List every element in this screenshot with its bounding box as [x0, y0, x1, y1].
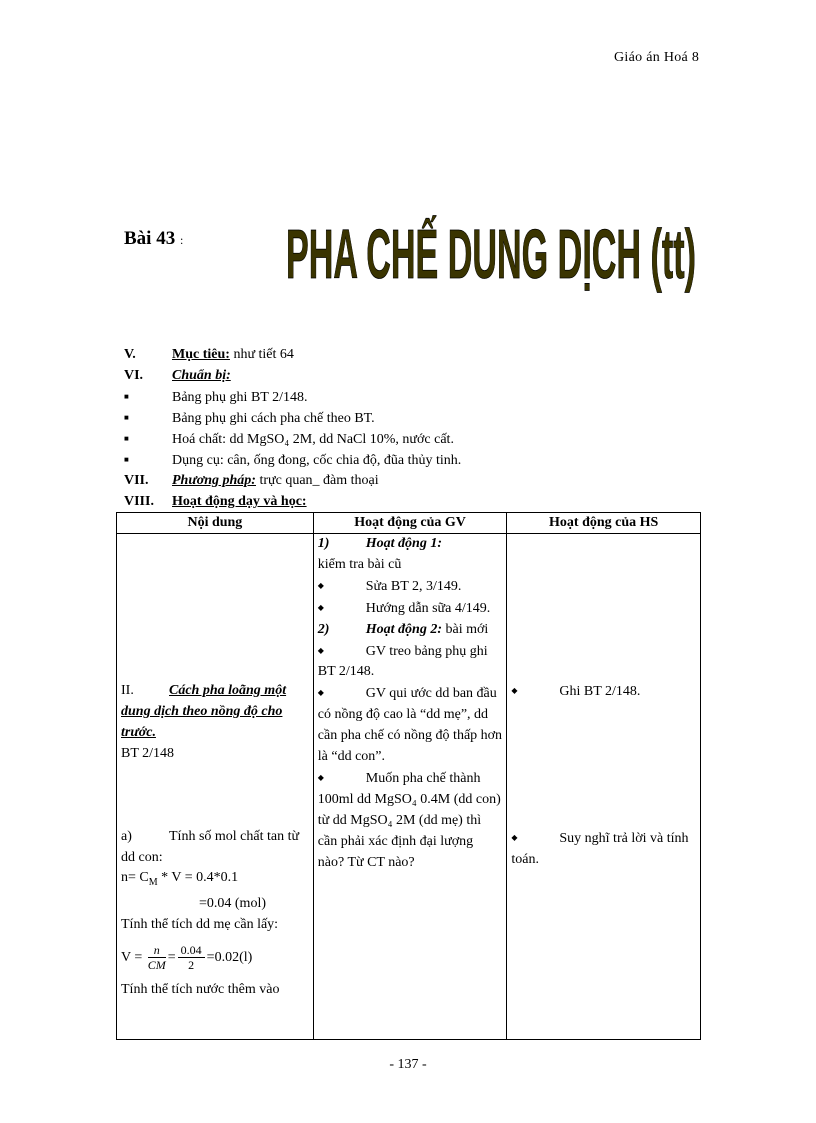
activity-1: 1) Hoạt động 1:: [317, 536, 442, 551]
hs-cell: [507, 534, 701, 1040]
table-header-row: [117, 513, 701, 534]
formula-moles-result: =0.04 (mol): [199, 896, 266, 912]
section-vii-label: Phương pháp:: [172, 473, 256, 488]
gv-cell: 1) Hoạt động 1: kiểm tra bài cũ ◆ Sửa BT 2, 3/149. ◆ Hướng dẫn sữa 4/149. 2) Hoạt động 2: bài mới ◆ GV treo bảng phụ ghi BT 2/148. ◆ GV qui ước dd ban đầu có nồng độ cao là “dd mẹ”, dd cần pha chế có nồng độ thấp hơn là “dd con”. ◆ Muốn pha chế thành 100ml dd MgSO₄ 0.4M (dd con) từ dd MgSO₄ 2M (dd mẹ) thì cần phải xác định đại lượng nào? Từ CT nào?: [313, 534, 507, 1040]
section-ii-heading: II. Cách pha loãng một dung dịch theo nồng độ cho trước.: [121, 683, 287, 740]
bullet-item: ■ Dụng cụ: cân, ống đong, cốc chia độ, đũa thủy tinh.: [124, 450, 461, 471]
volume-text: Tính thể tích dd mẹ cần lấy:: [121, 917, 279, 933]
bt-label: BT 2/148: [121, 745, 175, 761]
section-vii-text: trực quan_ đàm thoại: [255, 473, 379, 488]
step-a: a) Tính số mol chất tan từ dd con:: [121, 828, 300, 865]
section-viii-label: Hoạt động dạy và học:: [172, 494, 307, 509]
formula-volume: V = $\frac{n}{CM}$ = $\frac{0.04}{2}$ =0.02(l): [121, 943, 253, 973]
gv-bullet: ◆ Hướng dẫn sữa 4/149.: [318, 598, 503, 620]
bullet-item: ■ Bảng phụ ghi BT 2/148.: [124, 387, 307, 408]
content-cell: [117, 534, 314, 1040]
header-hs: Hoạt động của HS: [507, 513, 701, 534]
diamond-bullet-icon: ◆: [317, 580, 324, 590]
lesson-number: [124, 228, 183, 250]
hs-bullet: ◆ Suy nghĩ trả lời và tính toán.: [511, 828, 696, 871]
activity-2: 2) Hoạt động 2: bài mới: [317, 621, 489, 637]
section-v-label: Mục tiêu:: [172, 347, 230, 362]
lesson-separator: :: [179, 233, 184, 247]
diamond-bullet-icon: ◆: [511, 686, 518, 695]
header-content: Nội dung: [117, 513, 314, 534]
section-v-num: V.: [124, 347, 136, 362]
lesson-title: [286, 206, 706, 298]
section-v-text: như tiết 64: [229, 347, 294, 362]
square-bullet-icon: ■: [124, 392, 129, 401]
lesson-title-text: PHA CHẾ DUNG DỊCH (tt): [286, 215, 696, 293]
square-bullet-icon: ■: [124, 455, 129, 464]
section-viii-num: VIII.: [124, 494, 154, 509]
bullet-item: ■ Bảng phụ ghi cách pha chế theo BT.: [124, 408, 375, 429]
square-bullet-icon: ■: [124, 413, 129, 422]
bullet-item: ■ Hoá chất: dd MgSO₄ 2M, dd NaCl 10%, nước cất.: [124, 429, 454, 450]
hs-bullet: ◆ Ghi BT 2/148.: [511, 681, 696, 703]
lesson-label: Bài 43: [124, 228, 176, 249]
water-text: Tính thể tích nước thêm vào: [121, 981, 280, 997]
section-vi: [124, 366, 231, 386]
gv-bullet: ◆ Sửa BT 2, 3/149.: [318, 576, 503, 598]
fraction: $\frac{n}{CM}$: [147, 943, 166, 973]
gv-bullet: ◆ Muốn pha chế thành 100ml dd MgSO₄ 0.4M (dd con) từ dd MgSO₄ 2M (dd mẹ) thì cần phải xác định đại lượng nào? Từ CT nào?: [318, 768, 503, 874]
diamond-bullet-icon: ◆: [317, 688, 324, 698]
header-gv: Hoạt động của GV: [313, 513, 507, 534]
page-header: Giáo án Hoá 8: [614, 50, 700, 65]
diamond-bullet-icon: ◆: [317, 645, 324, 655]
section-vii: [124, 471, 379, 491]
square-bullet-icon: ■: [124, 434, 129, 443]
gv-bullet: ◆ GV qui ước dd ban đầu có nồng độ cao là “dd mẹ”, dd cần pha chế có nồng độ thấp hơn là “dd con”.: [318, 683, 503, 768]
page-number: - 137 -: [389, 1057, 427, 1072]
diamond-bullet-icon: ◆: [511, 832, 518, 842]
diamond-bullet-icon: ◆: [317, 772, 324, 782]
formula-moles: $n= C_M * V = 0.4*0.1$: [121, 870, 239, 889]
diamond-bullet-icon: ◆: [317, 602, 324, 612]
section-ii-title: Cách pha loãng một dung dịch theo nồng độ cho trước.: [121, 683, 287, 740]
activities-table: [116, 512, 701, 1040]
fraction: $\frac{0.04}{2}$: [178, 943, 205, 972]
section-vii-num: VII.: [124, 473, 149, 488]
section-v: [124, 345, 294, 365]
section-vi-num: VI.: [124, 368, 144, 383]
gv-bullet: ◆ GV treo bảng phụ ghi BT 2/148.: [318, 641, 503, 684]
table-row: [117, 534, 701, 1040]
section-vi-label: Chuẩn bị:: [172, 368, 231, 383]
section-viii: [124, 492, 307, 512]
